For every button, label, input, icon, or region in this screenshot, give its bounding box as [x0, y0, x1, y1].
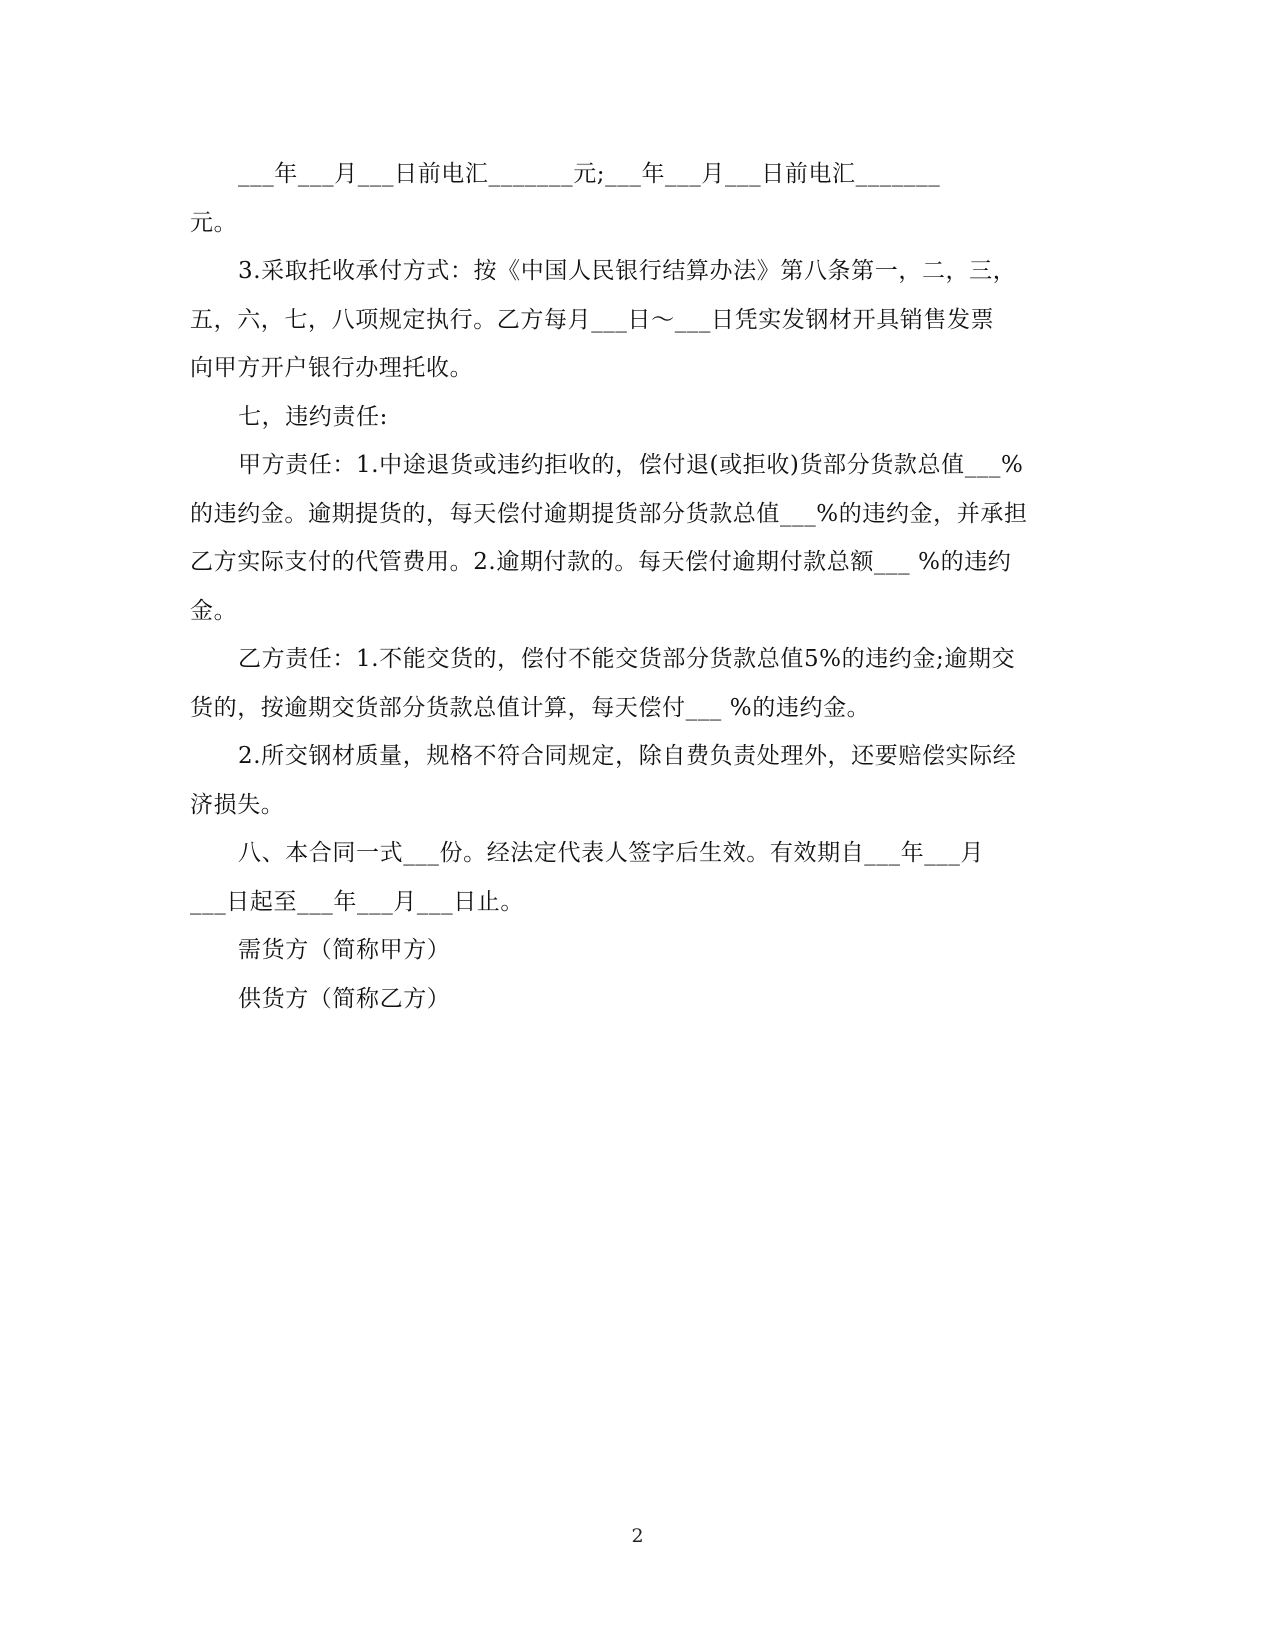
paragraph-line: 甲方责任：1.中途退货或违约拒收的，偿付退(或拒收)货部分货款总值___% — [238, 452, 1024, 478]
paragraph-collection-method — [190, 247, 1070, 393]
signature-buyer — [190, 926, 1070, 975]
paragraph-line: 的违约金。逾期提货的，每天偿付逾期提货部分货款总值___%的违约金，并承担 — [190, 500, 1028, 527]
paragraph-line: 2.所交钢材质量，规格不符合同规定，除自费负责处理外，还要赔偿实际经 — [238, 743, 1017, 769]
paragraph-line: 济损失。 — [190, 791, 285, 818]
page-number: 2 — [631, 1525, 644, 1547]
section-heading: 七，违约责任: — [238, 403, 388, 430]
paragraph-payment-dates — [190, 150, 1070, 247]
paragraph-line: 3.采取托收承付方式：按《中国人民银行结算办法》第八条第一，二，三， — [238, 258, 1017, 284]
signature-line: 供货方（简称乙方） — [238, 985, 451, 1012]
paragraph-line: 乙方实际支付的代管费用。2.逾期付款的。每天偿付逾期付款总额___ %的违约 — [190, 549, 1012, 575]
paragraph-line: 向甲方开户银行办理托收。 — [190, 355, 474, 381]
paragraph-line: 金。 — [190, 597, 238, 624]
paragraph-line: 八、本合同一式___份。经法定代表人签字后生效。有效期自___年___月 — [238, 840, 985, 866]
document-body — [190, 150, 1070, 1023]
paragraph-quality-clause — [190, 732, 1070, 829]
paragraph-party-a-liability — [190, 441, 1070, 635]
paragraph-line: 元。 — [190, 209, 238, 236]
section-heading-breach-liability — [190, 393, 1070, 442]
paragraph-line: 五，六，七，八项规定执行。乙方每月___日～___日凭实发钢材开具销售发票 — [190, 306, 995, 333]
signature-supplier — [190, 975, 1070, 1024]
paragraph-line: 乙方责任：1.不能交货的，偿付不能交货部分货款总值5%的违约金;逾期交 — [238, 646, 1016, 672]
paragraph-line: ___日起至___年___月___日止。 — [190, 888, 524, 915]
paragraph-party-b-liability — [190, 635, 1070, 732]
paragraph-line: 货的，按逾期交货部分货款总值计算，每天偿付___ %的违约金。 — [190, 694, 871, 721]
paragraph-contract-validity — [190, 829, 1070, 926]
paragraph-line: ___年___月___日前电汇_______元;___年___月___日前电汇_______ — [238, 161, 941, 187]
signature-line: 需货方（简称甲方） — [238, 937, 451, 963]
